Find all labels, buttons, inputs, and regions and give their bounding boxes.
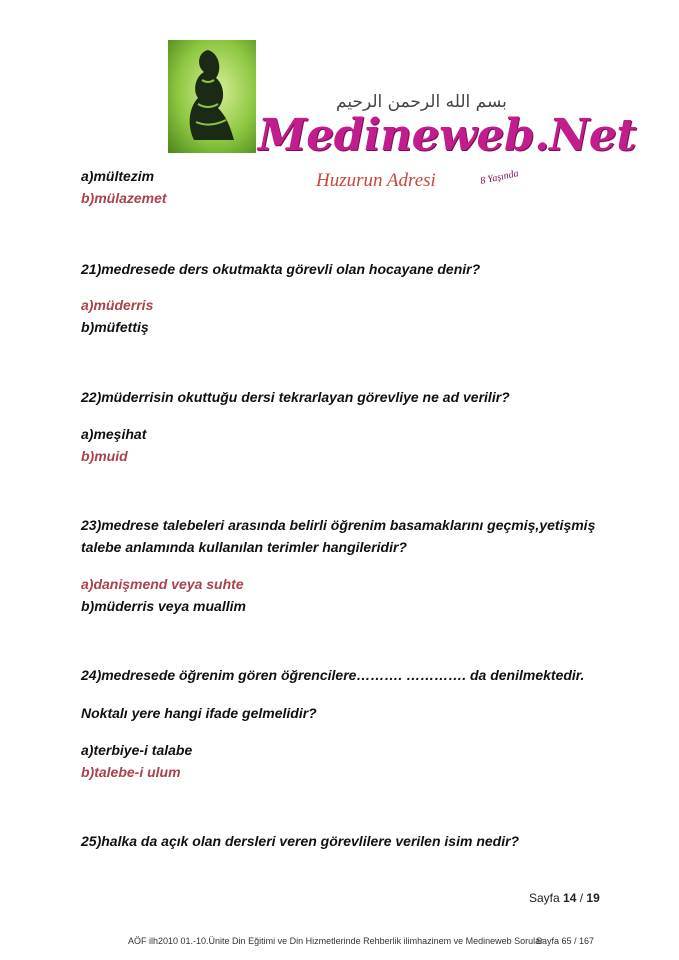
option-line: a)mültezim	[81, 168, 155, 184]
basmala-text: بسم الله الرحمن الرحيم	[336, 92, 507, 112]
page-current: 14	[563, 891, 577, 905]
question-24: 24)medresede öğrenim gören öğrencilere………. …………. da denilmektedir.	[81, 667, 585, 683]
question-23-cont: talebe anlamında kullanılan terimler hangileridir?	[81, 539, 407, 555]
answer-line: a)müderris	[81, 297, 154, 313]
question-25: 25)halka da açık olan dersleri veren görevlilere verilen isim nedir?	[81, 833, 520, 849]
question-21: 21)medresede ders okutmakta görevli olan hocayane denir?	[81, 261, 481, 277]
page-number	[529, 891, 600, 905]
answer-line: a)danişmend veya suhte	[81, 576, 244, 592]
question-24-cont: Noktalı yere hangi ifade gelmelidir?	[81, 705, 317, 721]
answer-line: b)talebe-i ulum	[81, 764, 181, 780]
question-23: 23)medrese talebeleri arasında belirli öğrenim basamaklarını geçmiş,yetişmiş	[81, 517, 596, 533]
page-total: 19	[586, 891, 600, 905]
brand-tagline: Huzurun Adresi	[316, 170, 436, 191]
answer-line: b)mülazemet	[81, 190, 167, 206]
option-line: a)terbiye-i talabe	[81, 742, 193, 758]
option-line: b)müderris veya muallim	[81, 598, 246, 614]
option-line: b)müfettiş	[81, 319, 149, 335]
brand-name: Medineweb.Net	[258, 110, 637, 161]
footer-text: AÖF ilh2010 01.-10.Ünite Din Eğitimi ve Din Hizmetlerinde Rehberlik ilimhazinem ve Medineweb Sorular	[128, 936, 544, 946]
page-separator: /	[579, 891, 584, 905]
footer-page-number: Sayfa 65 / 167	[536, 936, 595, 946]
answer-line: b)muid	[81, 448, 128, 464]
question-22: 22)müderrisin okuttuğu dersi tekrarlayan görevliye ne ad verilir?	[81, 389, 510, 405]
calligraphy-logo-icon	[168, 40, 256, 153]
page-label: Sayfa	[529, 891, 560, 905]
option-line: a)meşihat	[81, 426, 147, 442]
age-badge: 8 Yaşında	[479, 168, 520, 187]
header-logo	[168, 38, 637, 191]
